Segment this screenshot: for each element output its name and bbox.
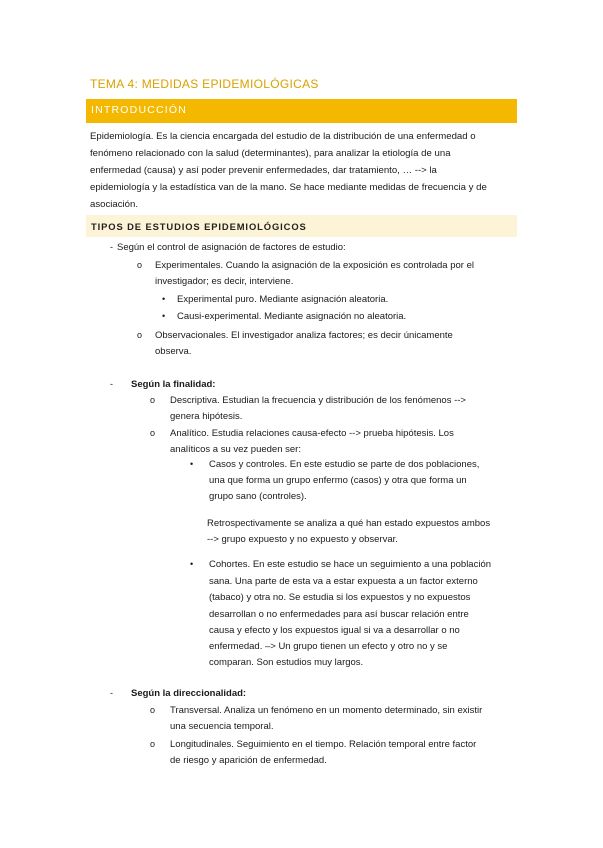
circle-bullet: o (150, 428, 156, 438)
list-item: sana. Una parte de esta va a estar expuesta a un factor externo (209, 576, 478, 587)
intro-header-label: INTRODUCCIÓN (91, 104, 188, 116)
bullet: • (162, 294, 166, 304)
circle-bullet: o (150, 395, 156, 405)
section-heading: Según el control de asignación de factores de estudio: (117, 242, 346, 253)
intro-line: fenómeno relacionado con la salud (determinantes), para analizar la etiología de una (90, 148, 451, 160)
list-item: desarrollan o no enfermedades para así buscar relación entre (209, 609, 469, 620)
list-item: investigador; es decir, interviene. (155, 276, 294, 287)
dash-marker: - (110, 688, 113, 698)
list-item: Causi-experimental. Mediante asignación no aleatoria. (177, 311, 407, 322)
bullet: • (190, 459, 194, 469)
list-item: Experimentales. Cuando la asignación de la exposición es controlada por el (155, 260, 474, 271)
list-item: --> grupo expuesto y no expuesto y observar. (207, 534, 398, 545)
list-item: analíticos a su vez pueden ser: (170, 444, 301, 455)
list-item: observa. (155, 346, 192, 357)
list-item: Descriptiva. Estudian la frecuencia y distribución de los fenómenos --> (170, 395, 466, 406)
list-item: Casos y controles. En este estudio se parte de dos poblaciones, (209, 459, 480, 470)
list-item: comparan. Son estudios muy largos. (209, 657, 364, 668)
section-heading: Según la finalidad: (131, 379, 216, 390)
circle-bullet: o (150, 705, 156, 715)
list-item: Cohortes. En este estudio se hace un seguimiento a una población (209, 559, 492, 570)
list-item: (tabaco) y otra no. Se estudia si los expuestos y no expuestos (209, 592, 471, 603)
list-item: grupo sano (controles). (209, 491, 307, 502)
list-item: Analítico. Estudia relaciones causa-efecto --> prueba hipótesis. Los (170, 428, 454, 439)
intro-line: enfermedad (causa) y así poder prevenir enfermedades, dar tratamiento, … --> la (90, 165, 437, 177)
list-item: Retrospectivamente se analiza a qué han estado expuestos ambos (207, 518, 491, 529)
list-item: una secuencia temporal. (170, 721, 274, 732)
list-item: Transversal. Analiza un fenómeno en un momento determinado, sin existir (170, 705, 483, 716)
circle-bullet: o (137, 330, 143, 340)
list-item: Longitudinales. Seguimiento en el tiempo. Relación temporal entre factor (170, 739, 477, 750)
dash-marker: - (110, 379, 113, 389)
section-heading: Según la direccionalidad: (131, 688, 247, 699)
document-title: TEMA 4: MEDIDAS EPIDEMIOLÓGICAS (90, 77, 319, 91)
bullet: • (190, 559, 194, 569)
intro-line: asociación. (90, 199, 138, 211)
intro-paragraph (90, 128, 500, 213)
list-item: una que forma un grupo enfermo (casos) y otra que forma un (209, 475, 467, 486)
list-item: causa y efecto y los expuestos igual si va a desarrollar o no (209, 625, 460, 636)
dash-marker: - (110, 242, 113, 252)
circle-bullet: o (150, 739, 156, 749)
list-item: enfermedad. –> Un grupo tienen un efecto y otro no y se (209, 641, 448, 652)
bullet: • (162, 311, 166, 321)
list-item: de riesgo y aparición de enfermedad. (170, 755, 327, 766)
tipos-header-label: TIPOS DE ESTUDIOS EPIDEMIOLÓGICOS (91, 221, 307, 232)
intro-header-band (86, 99, 517, 123)
intro-line: Epidemiología. Es la ciencia encargada del estudio de la distribución de una enfermedad o (90, 131, 476, 142)
circle-bullet: o (137, 260, 143, 270)
list-item: genera hipótesis. (170, 411, 243, 422)
tipos-header-band (86, 215, 517, 237)
list-item: Experimental puro. Mediante asignación aleatoria. (177, 294, 389, 305)
list-item: Observacionales. El investigador analiza factores; es decir únicamente (155, 330, 453, 341)
intro-line: epidemiología y la estadística van de la mano. Se hace mediante medidas de frecuencia y de (90, 182, 487, 194)
